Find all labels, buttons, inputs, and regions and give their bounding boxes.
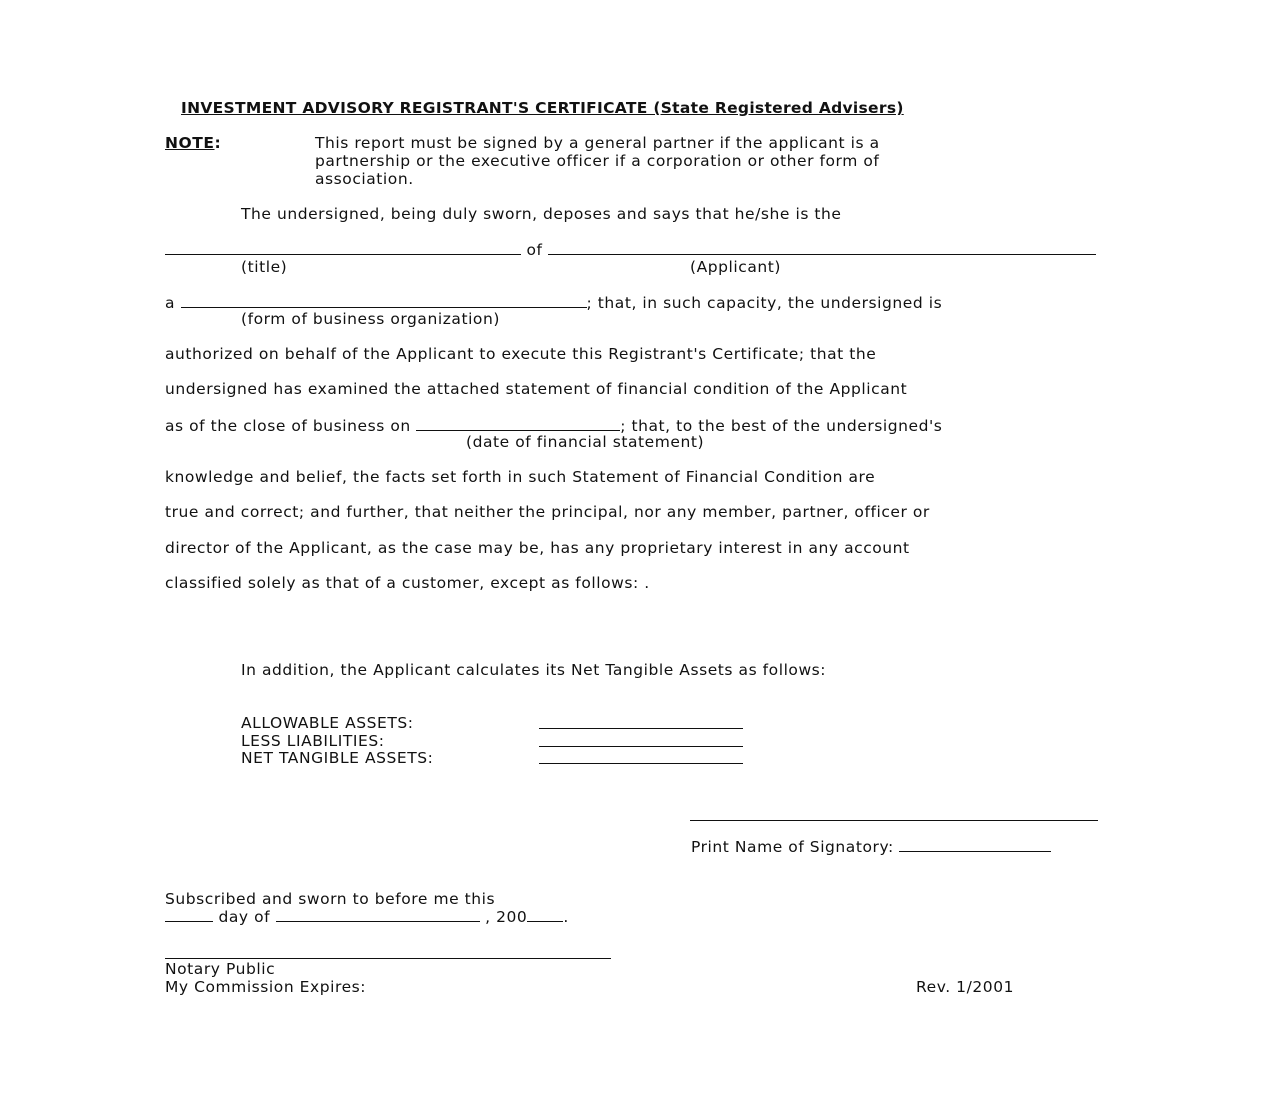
title-field[interactable] — [165, 240, 521, 255]
document-title: INVESTMENT ADVISORY REGISTRANT'S CERTIFICATE (State Registered Advisers) — [181, 99, 904, 117]
less-liabilities-field[interactable] — [539, 732, 743, 747]
signature-field[interactable] — [690, 806, 1098, 821]
a-text: a — [165, 294, 176, 312]
note-line-2: partnership or the executive officer if a corporation or other form of — [315, 152, 880, 170]
line-authorized: authorized on behalf of the Applicant to execute this Registrant's Certificate; that the — [165, 345, 877, 363]
intro-text: The undersigned, being duly sworn, deposes and says that he/she is the — [241, 205, 842, 223]
line-classified: classified solely as that of a customer, except as follows: . — [165, 574, 650, 592]
assets-intro: In addition, the Applicant calculates its Net Tangible Assets as follows: — [241, 661, 827, 679]
date-label: (date of financial statement) — [466, 433, 705, 451]
notary-public-label: Notary Public — [165, 960, 276, 978]
applicant-label: (Applicant) — [690, 258, 781, 276]
notary-signature-field[interactable] — [165, 944, 611, 959]
title-applicant-line — [165, 240, 1096, 259]
note-line-1: This report must be signed by a general partner if the applicant is a — [315, 134, 880, 152]
print-name-field[interactable] — [899, 837, 1051, 852]
line-true: true and correct; and further, that neither the principal, nor any member, partner, officer or — [165, 503, 930, 521]
year-prefix: , 200 — [485, 908, 528, 926]
date-sworn-line — [165, 907, 569, 926]
less-liabilities-label: LESS LIABILITIES: — [241, 732, 385, 750]
net-tangible-assets-field[interactable] — [539, 749, 743, 764]
form-label: (form of business organization) — [241, 310, 500, 328]
note-line-3: association. — [315, 170, 414, 188]
commission-expires-label: My Commission Expires: — [165, 978, 367, 996]
subscribed-text: Subscribed and sworn to before me this — [165, 890, 496, 908]
line-director: director of the Applicant, as the case may be, has any proprietary interest in any account — [165, 539, 910, 557]
net-tangible-assets-label: NET TANGIBLE ASSETS: — [241, 749, 434, 767]
line-examined: undersigned has examined the attached statement of financial condition of the Applicant — [165, 380, 908, 398]
capacity-text: ; that, in such capacity, the undersigned is — [586, 294, 943, 312]
revision-label: Rev. 1/2001 — [916, 978, 1015, 996]
print-name-label: Print Name of Signatory: — [691, 838, 894, 856]
note-label — [165, 134, 221, 152]
title-label: (title) — [241, 258, 288, 276]
note-label-text: NOTE — [165, 134, 215, 152]
day-of-text: day of — [218, 908, 271, 926]
applicant-field[interactable] — [548, 240, 1096, 255]
allowable-assets-label: ALLOWABLE ASSETS: — [241, 714, 414, 732]
form-of-business-field[interactable] — [181, 293, 587, 308]
print-name-line — [691, 837, 1051, 856]
best-of-text: ; that, to the best of the undersigned's — [620, 417, 943, 435]
allowable-assets-field[interactable] — [539, 714, 743, 729]
period: . — [563, 908, 569, 926]
line-knowledge: knowledge and belief, the facts set forth in such Statement of Financial Condition are — [165, 468, 876, 486]
year-field[interactable] — [527, 907, 563, 922]
date-field[interactable] — [416, 416, 620, 431]
month-field[interactable] — [276, 907, 480, 922]
day-field[interactable] — [165, 907, 213, 922]
as-of-text: as of the close of business on — [165, 417, 411, 435]
of-text: of — [526, 241, 543, 259]
note-colon: : — [214, 134, 222, 152]
